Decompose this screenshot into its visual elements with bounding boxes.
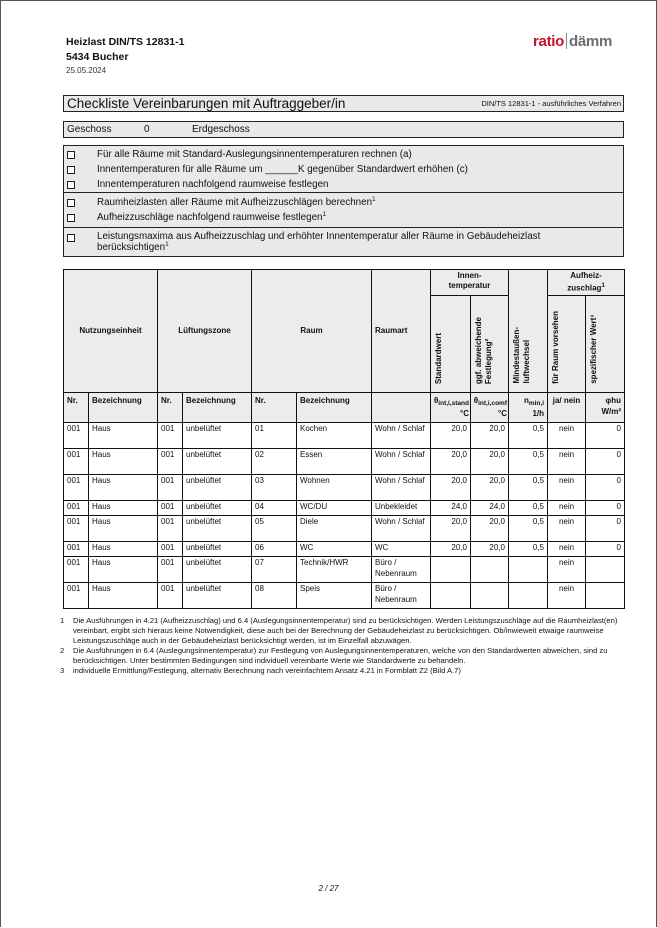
cell-raumart: Büro / Nebenraum — [372, 556, 431, 582]
footnote: 1 Die Ausführungen in 4.21 (Aufheizzuschlag) und 6.4 (Auslegungsinnentemperatur) sind zu berücksichtigen. Werden Leistungszuschläge auf die Raumheizlast(en) vereinbart, ergibt sich hieraus keine Notwendigkeit, diese auch bei der Berechnung der Gebäudeheizlast zu berücksichtigen. Ob/inwieweit etwaige raumweise Leistungszuschläge auch in der Gebäudeheizlast berücksichtigt werden, ist im Einzelfall abzuwägen. — [60, 616, 618, 645]
cell-lz-name: unbelüftet — [183, 474, 252, 500]
cell-t-comf: 20,0 — [471, 515, 509, 541]
cell-t-stand: 20,0 — [431, 541, 471, 556]
room-table — [63, 269, 625, 609]
cell-vorsehen: nein — [548, 448, 586, 474]
cell-vorsehen: nein — [548, 422, 586, 448]
cell-lz-name: unbelüftet — [183, 422, 252, 448]
header-raum: Raum — [252, 270, 372, 393]
cell-nmin — [509, 556, 548, 582]
cell-r-name: Diele — [297, 515, 372, 541]
section-title: Checkliste Vereinbarungen mit Auftraggeber/in — [67, 96, 346, 111]
cell-r-nr: 01 — [252, 422, 297, 448]
cell-r-nr: 03 — [252, 474, 297, 500]
cell-raumart: Wohn / Schlaf — [372, 448, 431, 474]
cell-r-name: Wohnen — [297, 474, 372, 500]
cell-lz-name: unbelüftet — [183, 515, 252, 541]
cell-vorsehen: nein — [548, 582, 586, 608]
cell-raumart: Büro / Nebenraum — [372, 582, 431, 608]
cell-t-stand: 20,0 — [431, 422, 471, 448]
document-header — [66, 35, 184, 77]
table-row — [64, 541, 625, 556]
header-nutzungseinheit: Nutzungseinheit — [64, 270, 158, 393]
header-abweichend: ggf. abweichende Festlegung² — [471, 295, 509, 392]
header-luftwechsel: Mindestaußen- luftwechsel — [509, 270, 548, 393]
cell-t-comf: 20,0 — [471, 474, 509, 500]
header-aufheizzuschlag: Aufheiz-zuschlag$^1$ — [548, 270, 625, 296]
checklist-group-temperature: Für alle Räume mit Standard-Auslegungsinnentemperaturen rechnen (a) Innentemperaturen für alle Räume um ______K gegenüber Standardwert erhöhen (c) Innentemperaturen nachfolgend raumweise festlegen — [63, 145, 624, 193]
footnote: 2 Die Ausführungen in 6.4 (Auslegungsinnentemperatur) zur Festlegung von Auslegungsinnentemperaturen, welche von den Standardwerten abweichen, sind zu berücksichtigen. Unter bestimmten Bedingungen sind individuell vereinbarte Werte wie Standardwerte zu behandeln. — [60, 646, 608, 665]
cell-lz-nr: 001 — [158, 541, 183, 556]
cell-r-name: Essen — [297, 448, 372, 474]
subheader-nr: Nr. — [158, 392, 183, 422]
subheader-bezeichnung: Bezeichnung — [297, 392, 372, 422]
cell-ne-nr: 001 — [64, 515, 89, 541]
checkbox[interactable] — [67, 214, 75, 222]
cell-lz-name: unbelüftet — [183, 541, 252, 556]
floor-number: 0 — [144, 124, 150, 135]
footnote: 3 individuelle Ermittlung/Festlegung, alternativ Berechnung nach vereinfachtem Ansatz 4.21 in Formblatt Z2 (Bild A.7) — [60, 666, 461, 675]
cell-r-name: Speis — [297, 582, 372, 608]
header-standardwert: Standardwert — [431, 295, 471, 392]
logo-separator — [566, 33, 567, 49]
cell-nmin: 0,5 — [509, 448, 548, 474]
checklist-group-heatup: Raumheizlasten aller Räume mit Aufheizzuschlägen berechnen$^1$ Aufheizzuschläge nachfolgend raumweise festlegen$^1$ — [63, 193, 624, 228]
logo-part-daemm: dämm — [569, 33, 612, 50]
floor-label: Geschoss — [67, 124, 112, 135]
cell-t-comf: 24,0 — [471, 500, 509, 515]
cell-vorsehen: nein — [548, 474, 586, 500]
cell-r-name: Kochen — [297, 422, 372, 448]
cell-vorsehen: nein — [548, 556, 586, 582]
checkbox[interactable] — [67, 234, 75, 242]
cell-ne-nr: 001 — [64, 474, 89, 500]
cell-ne-name: Haus — [89, 448, 158, 474]
cell-lz-nr: 001 — [158, 474, 183, 500]
cell-ne-nr: 001 — [64, 541, 89, 556]
cell-r-name: WC — [297, 541, 372, 556]
footnotes — [60, 616, 630, 676]
cell-t-stand: 20,0 — [431, 448, 471, 474]
table-row — [64, 474, 625, 500]
section-title-bar — [63, 95, 624, 112]
cell-t-comf: 20,0 — [471, 422, 509, 448]
cell-lz-nr: 001 — [158, 582, 183, 608]
cell-phi: 0 — [586, 500, 625, 515]
subheader-bezeichnung: Bezeichnung — [89, 392, 158, 422]
table-row — [64, 422, 625, 448]
cell-ne-nr: 001 — [64, 556, 89, 582]
cell-lz-nr: 001 — [158, 556, 183, 582]
logo-part-ratio: ratio — [533, 33, 565, 50]
cell-nmin: 0,5 — [509, 422, 548, 448]
cell-t-comf — [471, 556, 509, 582]
cell-t-stand: 20,0 — [431, 515, 471, 541]
cell-t-comf: 20,0 — [471, 448, 509, 474]
document-title: Heizlast DIN/TS 12831-1 — [66, 36, 185, 48]
cell-t-stand — [431, 582, 471, 608]
cell-r-nr: 06 — [252, 541, 297, 556]
cell-vorsehen: nein — [548, 541, 586, 556]
cell-r-nr: 05 — [252, 515, 297, 541]
cell-t-comf — [471, 582, 509, 608]
checkbox[interactable] — [67, 199, 75, 207]
cell-nmin: 0,5 — [509, 541, 548, 556]
cell-nmin: 0,5 — [509, 474, 548, 500]
header-spezifisch: spezifischer Wert³ — [586, 295, 625, 392]
cell-ne-name: Haus — [89, 500, 158, 515]
cell-raumart: Wohn / Schlaf — [372, 515, 431, 541]
cell-nmin — [509, 582, 548, 608]
subheader-bezeichnung: Bezeichnung — [183, 392, 252, 422]
subheader-theta-comf: $\theta_{int,i,comf}$ °C — [471, 392, 509, 422]
cell-raumart: Wohn / Schlaf — [372, 422, 431, 448]
cell-lz-nr: 001 — [158, 515, 183, 541]
cell-ne-name: Haus — [89, 582, 158, 608]
cell-ne-nr: 001 — [64, 500, 89, 515]
header-lueftungszone: Lüftungszone — [158, 270, 252, 393]
cell-ne-nr: 001 — [64, 448, 89, 474]
cell-phi — [586, 582, 625, 608]
cell-lz-nr: 001 — [158, 422, 183, 448]
table-row — [64, 448, 625, 474]
table-row — [64, 582, 625, 608]
document-date: 25.05.2024 — [66, 66, 107, 75]
cell-r-nr: 07 — [252, 556, 297, 582]
cell-phi: 0 — [586, 422, 625, 448]
cell-ne-nr: 001 — [64, 582, 89, 608]
cell-r-nr: 08 — [252, 582, 297, 608]
project-name: 5434 Bucher — [66, 51, 129, 63]
cell-t-stand: 24,0 — [431, 500, 471, 515]
table-row — [64, 500, 625, 515]
section-standard: DIN/TS 12831-1 - ausführliches Verfahren — [481, 99, 621, 108]
cell-lz-name: unbelüftet — [183, 556, 252, 582]
floor-bar — [63, 121, 624, 138]
cell-lz-nr: 001 — [158, 500, 183, 515]
cell-nmin: 0,5 — [509, 500, 548, 515]
cell-t-stand: 20,0 — [431, 474, 471, 500]
cell-phi: 0 — [586, 515, 625, 541]
cell-ne-name: Haus — [89, 556, 158, 582]
cell-r-name: WC/DU — [297, 500, 372, 515]
cell-ne-name: Haus — [89, 515, 158, 541]
header-innentemperatur: Innen-temperatur — [431, 270, 509, 296]
subheader-theta-stand: $\theta_{int,i,stand}$ °C — [431, 392, 471, 422]
cell-phi: 0 — [586, 474, 625, 500]
header-raumart: Raumart — [372, 270, 431, 393]
cell-t-stand — [431, 556, 471, 582]
cell-phi — [586, 556, 625, 582]
cell-ne-name: Haus — [89, 422, 158, 448]
cell-vorsehen: nein — [548, 500, 586, 515]
cell-ne-name: Haus — [89, 541, 158, 556]
table-row — [64, 556, 625, 582]
subheader-empty — [372, 392, 431, 422]
cell-raumart: Wohn / Schlaf — [372, 474, 431, 500]
checklist-group-maxima: Leistungsmaxima aus Aufheizzuschlag und erhöhter Innentemperatur aller Räume in Gebäudeheizlast berücksichtigen$^1$ — [63, 228, 624, 257]
cell-phi: 0 — [586, 541, 625, 556]
cell-raumart: WC — [372, 541, 431, 556]
cell-ne-name: Haus — [89, 474, 158, 500]
floor-name: Erdgeschoss — [192, 124, 250, 135]
cell-phi: 0 — [586, 448, 625, 474]
page-indicator: 2 / 27 — [318, 884, 339, 893]
cell-ne-nr: 001 — [64, 422, 89, 448]
company-logo — [533, 33, 612, 50]
cell-r-nr: 04 — [252, 500, 297, 515]
subheader-nr: Nr. — [252, 392, 297, 422]
cell-r-nr: 02 — [252, 448, 297, 474]
cell-t-comf: 20,0 — [471, 541, 509, 556]
cell-r-name: Technik/HWR — [297, 556, 372, 582]
checkbox[interactable] — [67, 181, 75, 189]
cell-lz-name: unbelüftet — [183, 500, 252, 515]
cell-lz-name: unbelüftet — [183, 448, 252, 474]
cell-nmin: 0,5 — [509, 515, 548, 541]
cell-vorsehen: nein — [548, 515, 586, 541]
checkbox[interactable] — [67, 151, 75, 159]
cell-lz-name: unbelüftet — [183, 582, 252, 608]
table-row — [64, 515, 625, 541]
checkbox[interactable] — [67, 166, 75, 174]
subheader-phi: φhu W/m² — [586, 392, 625, 422]
subheader-nr: Nr. — [64, 392, 89, 422]
cell-raumart: Unbekleidet — [372, 500, 431, 515]
cell-lz-nr: 001 — [158, 448, 183, 474]
subheader-janein: ja/ nein — [548, 392, 586, 422]
subheader-nmin: $n_{min,i}$ 1/h — [509, 392, 548, 422]
header-vorsehen: für Raum vorsehen — [548, 295, 586, 392]
